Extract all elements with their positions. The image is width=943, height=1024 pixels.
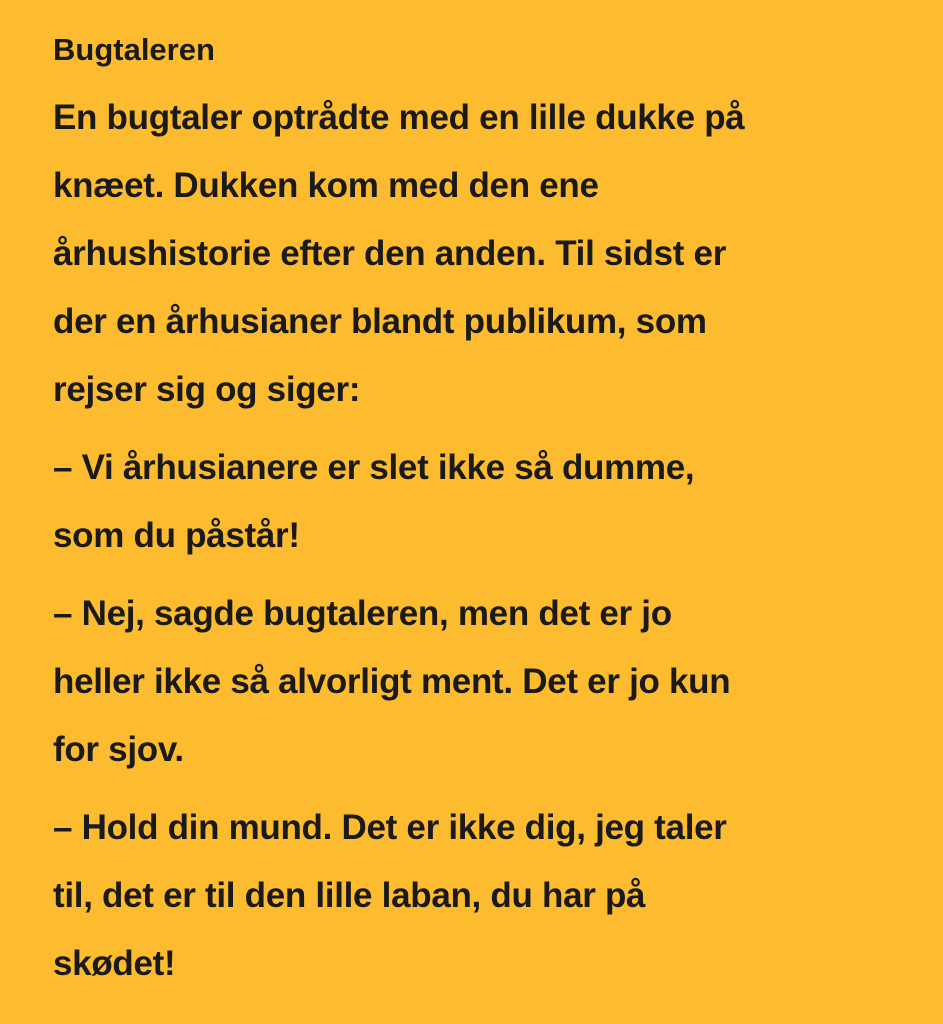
paragraph-audience-reply — [53, 434, 913, 570]
joke-title: Bugtaleren — [53, 32, 215, 67]
text-line: til, det er til den lille laban, du har på — [53, 876, 646, 915]
text-line: der en århusianer blandt publikum, som — [53, 302, 707, 341]
text-line: En bugtaler optrådte med en lille dukke på — [53, 98, 745, 137]
text-line: – Nej, sagde bugtaleren, men det er jo — [53, 594, 672, 633]
text-line: skødet! — [53, 944, 176, 983]
text-line: heller ikke så alvorligt ment. Det er jo kun — [53, 662, 731, 701]
text-line: – Vi århusianere er slet ikke så dumme, — [53, 448, 695, 487]
text-line: som du påstår! — [53, 516, 300, 555]
text-line: – Hold din mund. Det er ikke dig, jeg taler — [53, 808, 727, 847]
text-line: århushistorie efter den anden. Til sidst er — [53, 234, 727, 273]
paragraph-intro — [53, 84, 913, 424]
text-line: for sjov. — [53, 730, 184, 769]
text-line: rejser sig og siger: — [53, 370, 361, 409]
text-line: knæet. Dukken kom med den ene — [53, 166, 599, 205]
paragraph-punchline — [53, 794, 913, 998]
paragraph-ventriloquist-reply — [53, 580, 913, 784]
